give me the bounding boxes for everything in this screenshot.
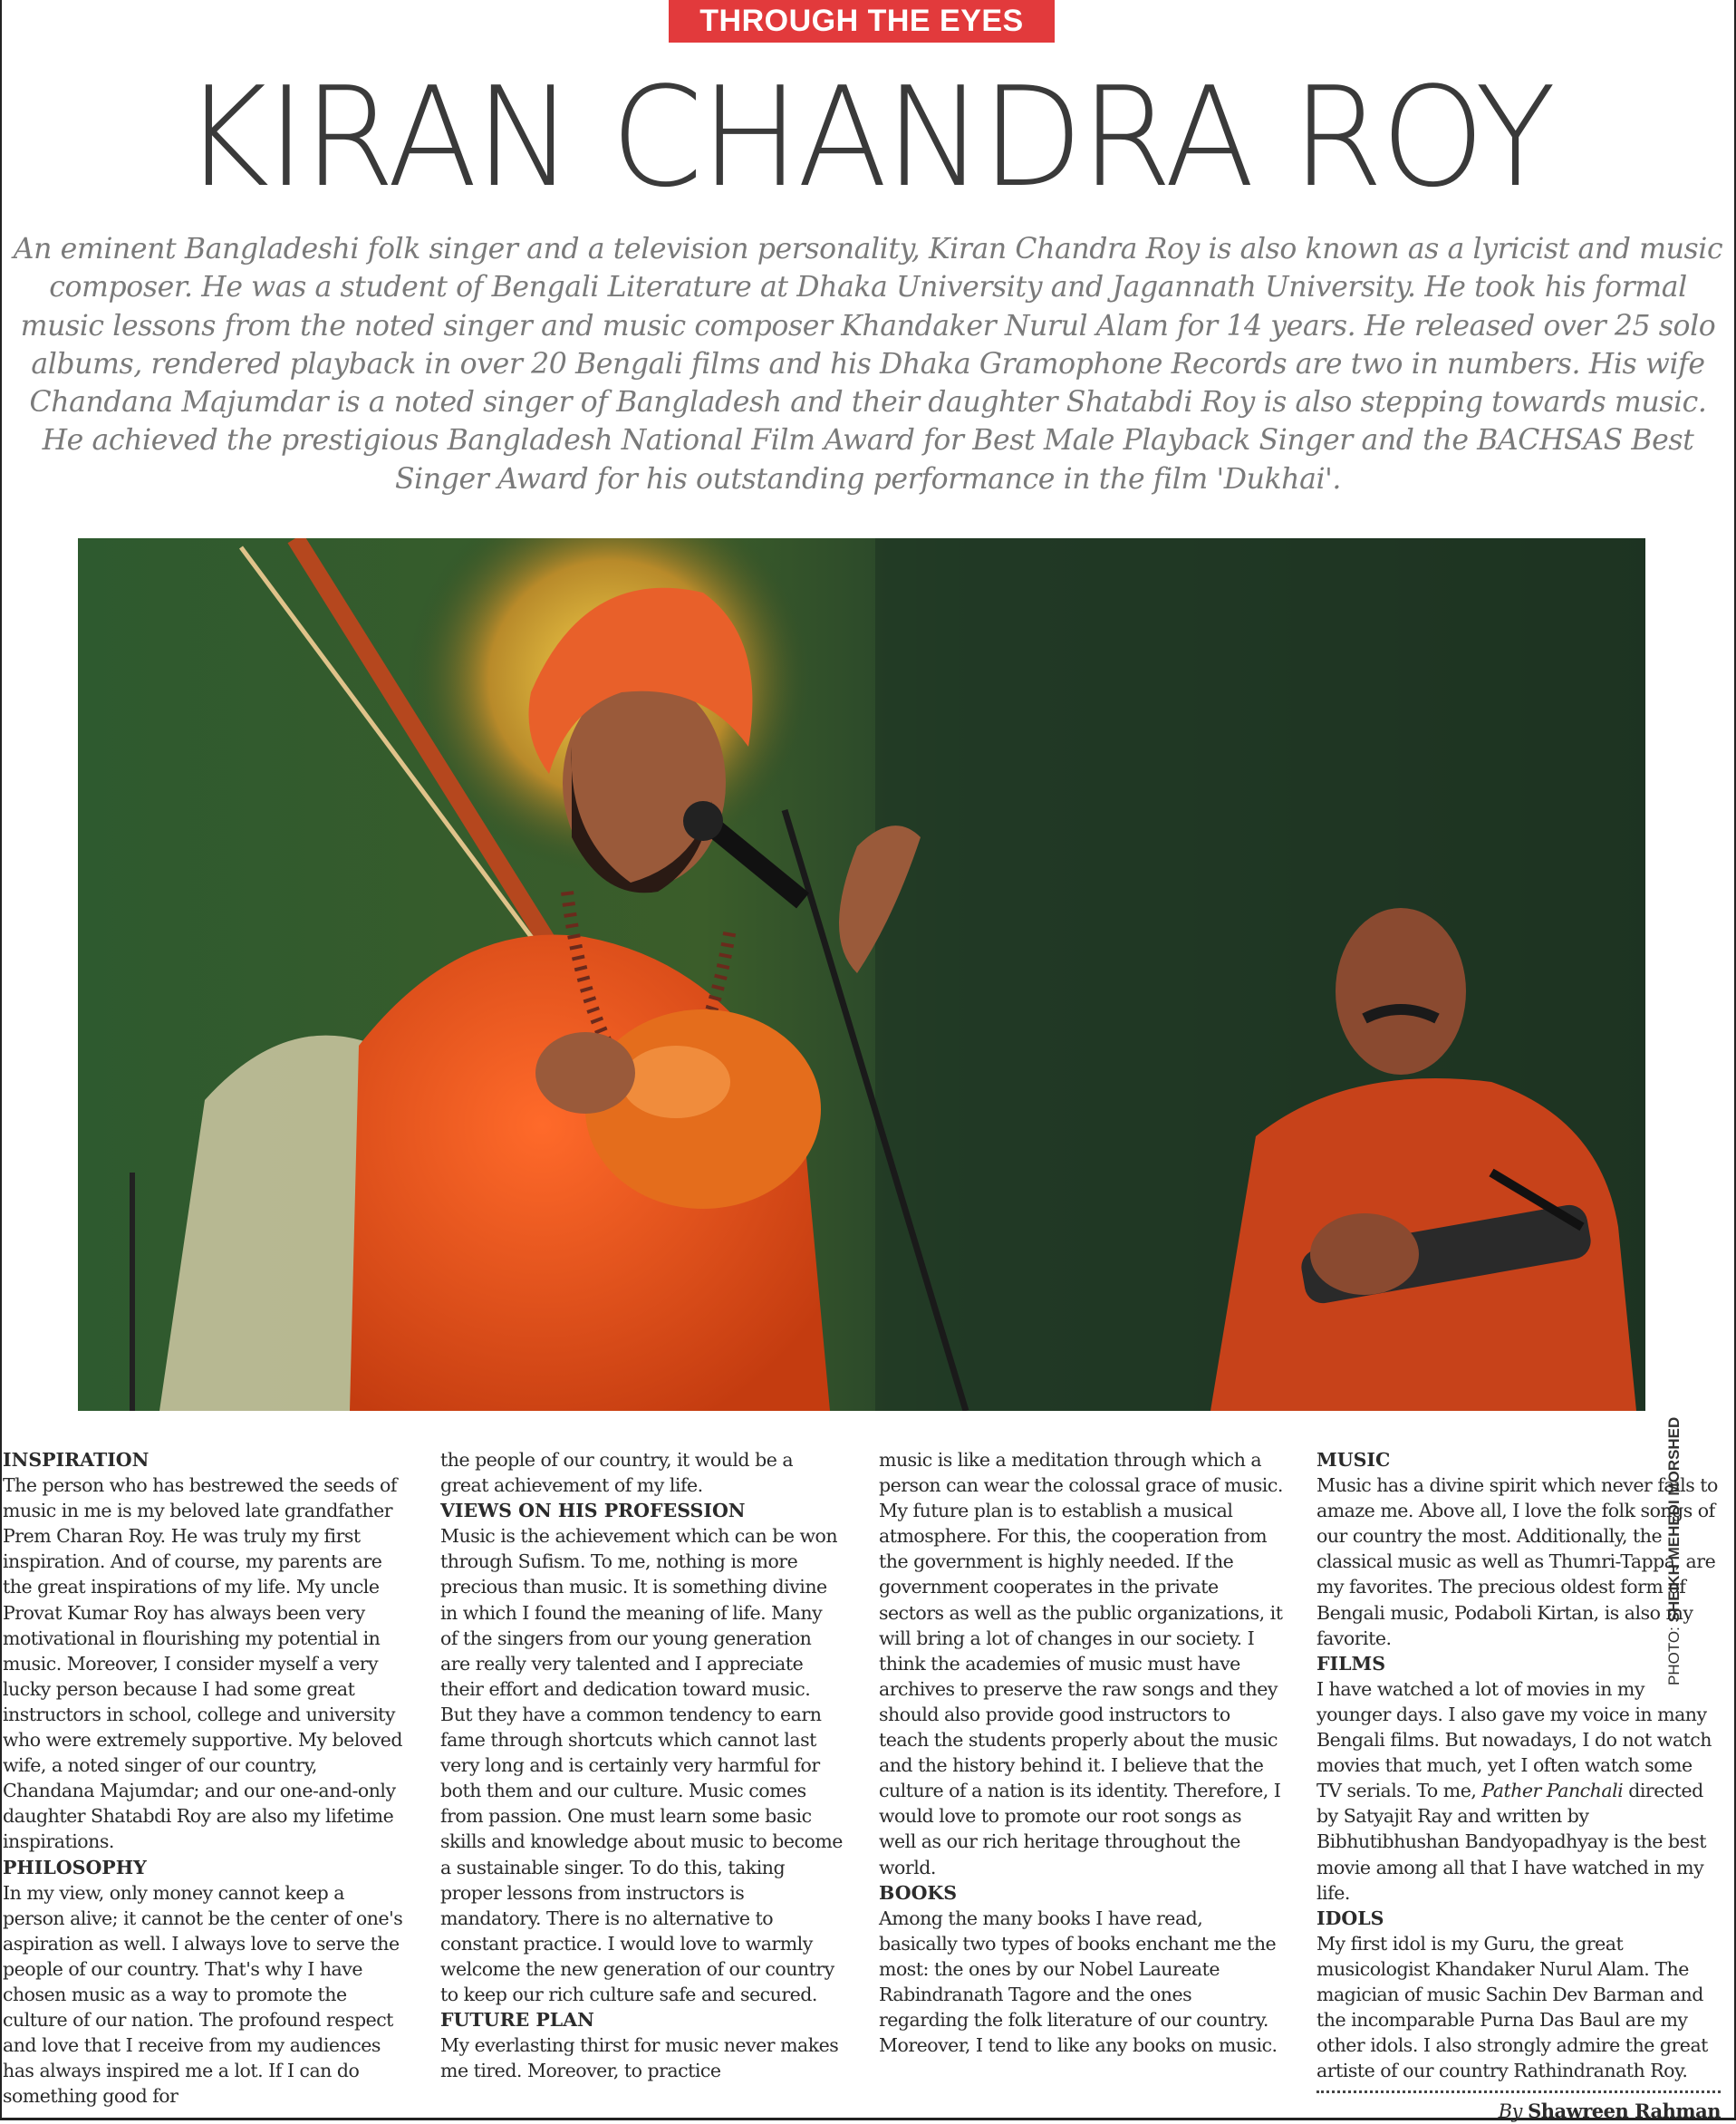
column-1	[3, 1447, 407, 2109]
byline-divider	[1316, 2090, 1721, 2093]
text-future-b: music is like a meditation through which a person can wear the colossal grace of music. My future plan is to establish a musical atmosphere. For this, the cooperation from the government is highly needed. If the government cooperates in the private sectors as well as the public organizations, it will bring a lot of changes in our society. I think the academies of music must have archives to preserve the raw songs and they should also provide good instructors to teach the students properly about the music and the history behind it. I believe that the culture of a nation is its identity. Therefore, I would love to promote our root songs as well as our rich heritage throughout the world.	[879, 1449, 1283, 1878]
section-label: THROUGH THE EYES	[669, 0, 1055, 43]
article-body	[0, 1447, 1736, 2123]
text-philosophy-b: the people of our country, it would be a great achievement of my life.	[440, 1449, 794, 1497]
films-text-post: directed by Satyajit Ray and written by Bibhutibhushan Bandyopadhyay is the best movie among all that I have watched in my life.	[1316, 1780, 1706, 1904]
intro-paragraph: An eminent Bangladeshi folk singer and a television personality, Kiran Chandra Roy is also known as a lyricist and music composer. He was a student of Bengali Literature at Dhaka University and Jagannath University. He took his formal music lessons from the noted singer and music composer Khandaker Nurul Alam for 14 years. He released over 25 solo albums, rendered playback in over 20 Bengali films and his Dhaka Gramophone Records are two in numbers. His wife Chandana Majumdar is a noted singer of Bangladesh and their daughter Shatabdi Roy is also stepping towards music. He achieved the prestigious Bangladesh National Film Award for Best Male Playback Singer and the BACHSAS Best Singer Award for his outstanding performance in the film 'Dukhai'.	[13, 233, 1723, 496]
heading-views: VIEWS ON HIS PROFESSION	[440, 1500, 746, 1522]
credit-name: SHEIKH MEHEDI MORSHED	[1665, 1416, 1683, 1623]
heading-films: FILMS	[1316, 1652, 1386, 1675]
byline-author: Shawreen Rahman	[1528, 2100, 1721, 2123]
credit-prefix: PHOTO:	[1665, 1627, 1683, 1685]
byline	[1316, 2099, 1721, 2124]
page-title: KIRAN CHANDRA ROY	[182, 57, 1554, 217]
heading-inspiration: INSPIRATION	[3, 1449, 149, 1471]
performance-photo	[78, 538, 1645, 1411]
heading-books: BOOKS	[879, 1881, 958, 1904]
heading-philosophy: PHILOSOPHY	[3, 1856, 147, 1878]
heading-music: MUSIC	[1316, 1449, 1391, 1471]
heading-idols: IDOLS	[1316, 1907, 1384, 1929]
text-films	[1316, 1676, 1721, 1906]
column-3	[879, 1447, 1283, 2058]
text-philosophy-a: In my view, only money cannot keep a person alive; it cannot be the center of one's aspiration as well. I always love to serve the people of our country. That's why I have chosen music as a way to promote the culture of our nation. The profound respect and love that I receive from my audiences has always inspired me a lot. If I can do something good for	[3, 1881, 403, 2108]
text-future-a: My everlasting thirst for music never makes me tired. Moreover, to practice	[440, 2034, 839, 2082]
column-4	[1316, 1447, 1721, 2124]
text-books: Among the many books I have read, basically two types of books enchant me the most: the ones by our Nobel Laureate Rabindranath Tagore and the ones regarding the folk literature of our country. Moreover, I tend to like any books on music.	[879, 1907, 1278, 2057]
text-music: Music has a divine spirit which never fails to amaze me. Above all, I love the folk songs of our country the most. Additionally, the classical music as well as Thumri-Tappa, are my favorites. The precious oldest form of Bengali music, Podaboli Kirtan, is also my favorite.	[1316, 1474, 1718, 1649]
text-views: Music is the achievement which can be won through Sufism. To me, nothing is more precious than music. It is something divine in which I found the meaning of life. Many of the singers from our young generation are really very talented and I appreciate their effort and dedication toward music. But they have a common tendency to earn fame through shortcuts which cannot last very long and is certainly very harmful for both them and our culture. Music comes from passion. One must learn some basic skills and knowledge about music to become a sustainable singer. To do this, taking proper lessons from instructors is mandatory. There is no alternative to constant practice. I would love to warmly welcome the new generation of our country to keep our rich culture safe and secured.	[440, 1525, 843, 2005]
films-text-pre: I have watched a lot of movies in my younger days. I also gave my voice in many Bengali films. But nowadays, I do not watch movies that much, yet I often watch some TV serials. To me,	[1316, 1677, 1712, 1802]
byline-prefix: By	[1498, 2100, 1522, 2123]
text-idols: My first idol is my Guru, the great musicologist Khandaker Nurul Alam. The magician of music Sachin Dev Barman and the incomparable Purna Das Baul are my other idols. I also strongly admire the great artiste of our country Rathindranath Roy.	[1316, 1932, 1708, 2082]
heading-future-plan: FUTURE PLAN	[440, 2009, 594, 2032]
column-2	[440, 1447, 844, 2083]
films-title: Pather Panchali	[1481, 1780, 1624, 1802]
text-inspiration: The person who has bestrewed the seeds of music in me is my beloved late grandfather Prem Charan Roy. He was truly my first inspiration. And of course, my parents are the great inspirations of my life. My uncle Provat Kumar Roy has always been very motivational in flourishing my potential in music. Moreover, I consider myself a very lucky person because I had some great instructors in school, college and university who were extremely supportive. My beloved wife, a noted singer of our country, Chandana Majumdar; and our one-and-only daughter Shatabdi Roy are also my lifetime inspirations.	[3, 1474, 403, 1853]
